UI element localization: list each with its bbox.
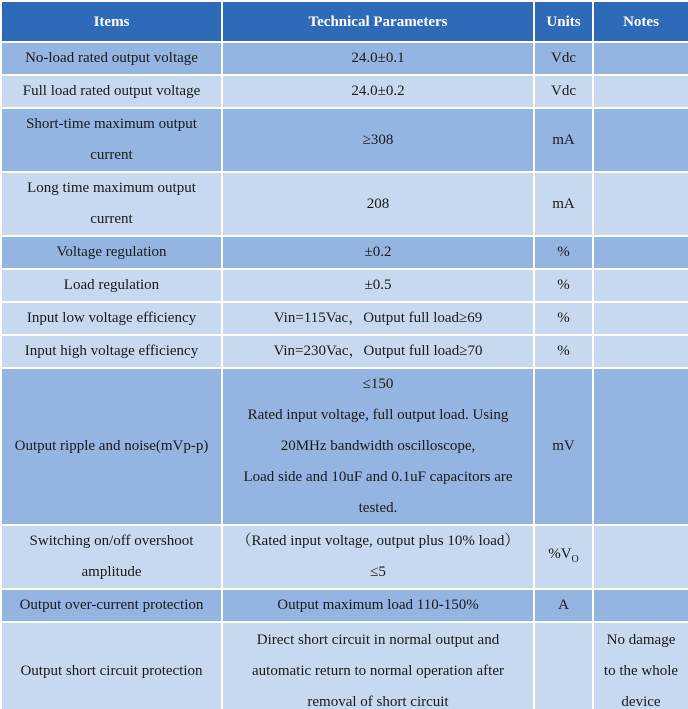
params-text: ≤150 [362,376,394,392]
unit-text: %V [548,546,572,562]
unit-cell: Vdc [534,75,593,108]
params-text: 24.0±0.2 [351,83,405,99]
params-cell [222,525,534,589]
notes-cell [593,368,688,525]
params-text: 20MHz bandwidth oscilloscope, [280,438,476,454]
item-text: Output over-current protection [19,597,204,613]
table-row [1,335,688,368]
params-text: Direct short circuit in normal output and [256,631,500,648]
item-text: Long time maximum output [27,180,196,196]
item-text: Voltage regulation [56,244,167,260]
table-row [1,172,688,236]
params-text: Output maximum load 110-150% [277,597,479,613]
params-cell [222,75,534,108]
header-notes: Notes [593,1,688,42]
notes-cell [593,75,688,108]
notes-cell [593,42,688,75]
params-text: tested. [358,500,398,516]
params-text: Rated input voltage, full output load. Using [247,407,509,423]
item-cell [1,108,222,172]
unit-cell: % [534,335,593,368]
params-cell [222,335,534,368]
table-row [1,236,688,269]
item-text: Input low voltage efficiency [26,310,197,326]
notes-cell [593,236,688,269]
params-text: removal of short circuit [307,693,449,709]
unit-cell: A [534,589,593,622]
table-row [1,269,688,302]
table-row [1,622,688,709]
table-row [1,75,688,108]
notes-cell [593,335,688,368]
notes-cell [593,622,688,709]
notes-cell [593,589,688,622]
item-text: Switching on/off overshoot [29,533,194,549]
params-text: ≥308 [362,131,394,148]
header-units: Units [534,1,593,42]
item-cell [1,42,222,75]
header-row [1,1,688,42]
table-row [1,589,688,622]
params-cell [222,302,534,335]
item-cell [1,525,222,589]
notes-text: device [621,693,661,709]
params-cell [222,172,534,236]
table-row [1,302,688,335]
item-text: current [90,211,133,227]
item-cell [1,302,222,335]
params-text: automatic return to normal operation after [252,662,504,679]
unit-cell [534,622,593,709]
notes-cell [593,172,688,236]
header-technical-parameters: Technical Parameters [222,1,534,42]
item-text: Input high voltage efficiency [24,343,199,359]
unit-cell: mA [534,108,593,172]
params-cell [222,108,534,172]
item-text: Full load rated output voltage [22,83,201,99]
unit-cell: mA [534,172,593,236]
table-row [1,525,688,589]
item-cell [1,589,222,622]
params-text: ±0.2 [364,244,392,260]
table-row [1,108,688,172]
params-cell [222,42,534,75]
table-row [1,368,688,525]
item-text: Output ripple and noise(mVp-p) [14,438,209,454]
unit-cell: % [534,302,593,335]
notes-cell [593,525,688,589]
item-text: Output short circuit protection [20,662,203,679]
item-cell [1,236,222,269]
notes-cell [593,108,688,172]
item-cell [1,368,222,525]
params-text: Vin=115Vac，Output full load≥69 [273,310,483,326]
item-text: Load regulation [63,277,160,293]
params-text: （Rated input voltage, output plus 10% load） [236,533,520,549]
params-text: ±0.5 [364,277,392,293]
params-cell [222,269,534,302]
table-row [1,42,688,75]
item-cell [1,335,222,368]
params-cell [222,236,534,269]
unit-cell: mV [534,368,593,525]
item-cell [1,172,222,236]
unit-cell: % [534,236,593,269]
unit-cell [534,525,593,589]
notes-cell [593,302,688,335]
item-text: Short-time maximum output [26,116,197,132]
params-text: ≤5 [370,564,386,580]
unit-cell: Vdc [534,42,593,75]
notes-text: to the whole [603,662,679,679]
params-text: Load side and 10uF and 0.1uF capacitors are [243,469,513,485]
params-cell [222,589,534,622]
notes-cell [593,269,688,302]
item-text: amplitude [81,564,142,580]
params-cell [222,368,534,525]
params-text: 24.0±0.1 [351,50,405,66]
unit-cell: % [534,269,593,302]
item-text: No-load rated output voltage [25,50,198,66]
notes-text: No damage [606,631,676,648]
header-items: Items [1,1,222,42]
item-cell [1,75,222,108]
params-cell [222,622,534,709]
params-text: 208 [366,195,390,212]
item-text: current [90,147,133,163]
params-text: Vin=230Vac，Output full load≥70 [273,343,483,359]
item-cell [1,622,222,709]
unit-subscript: O [571,554,579,565]
item-cell [1,269,222,302]
